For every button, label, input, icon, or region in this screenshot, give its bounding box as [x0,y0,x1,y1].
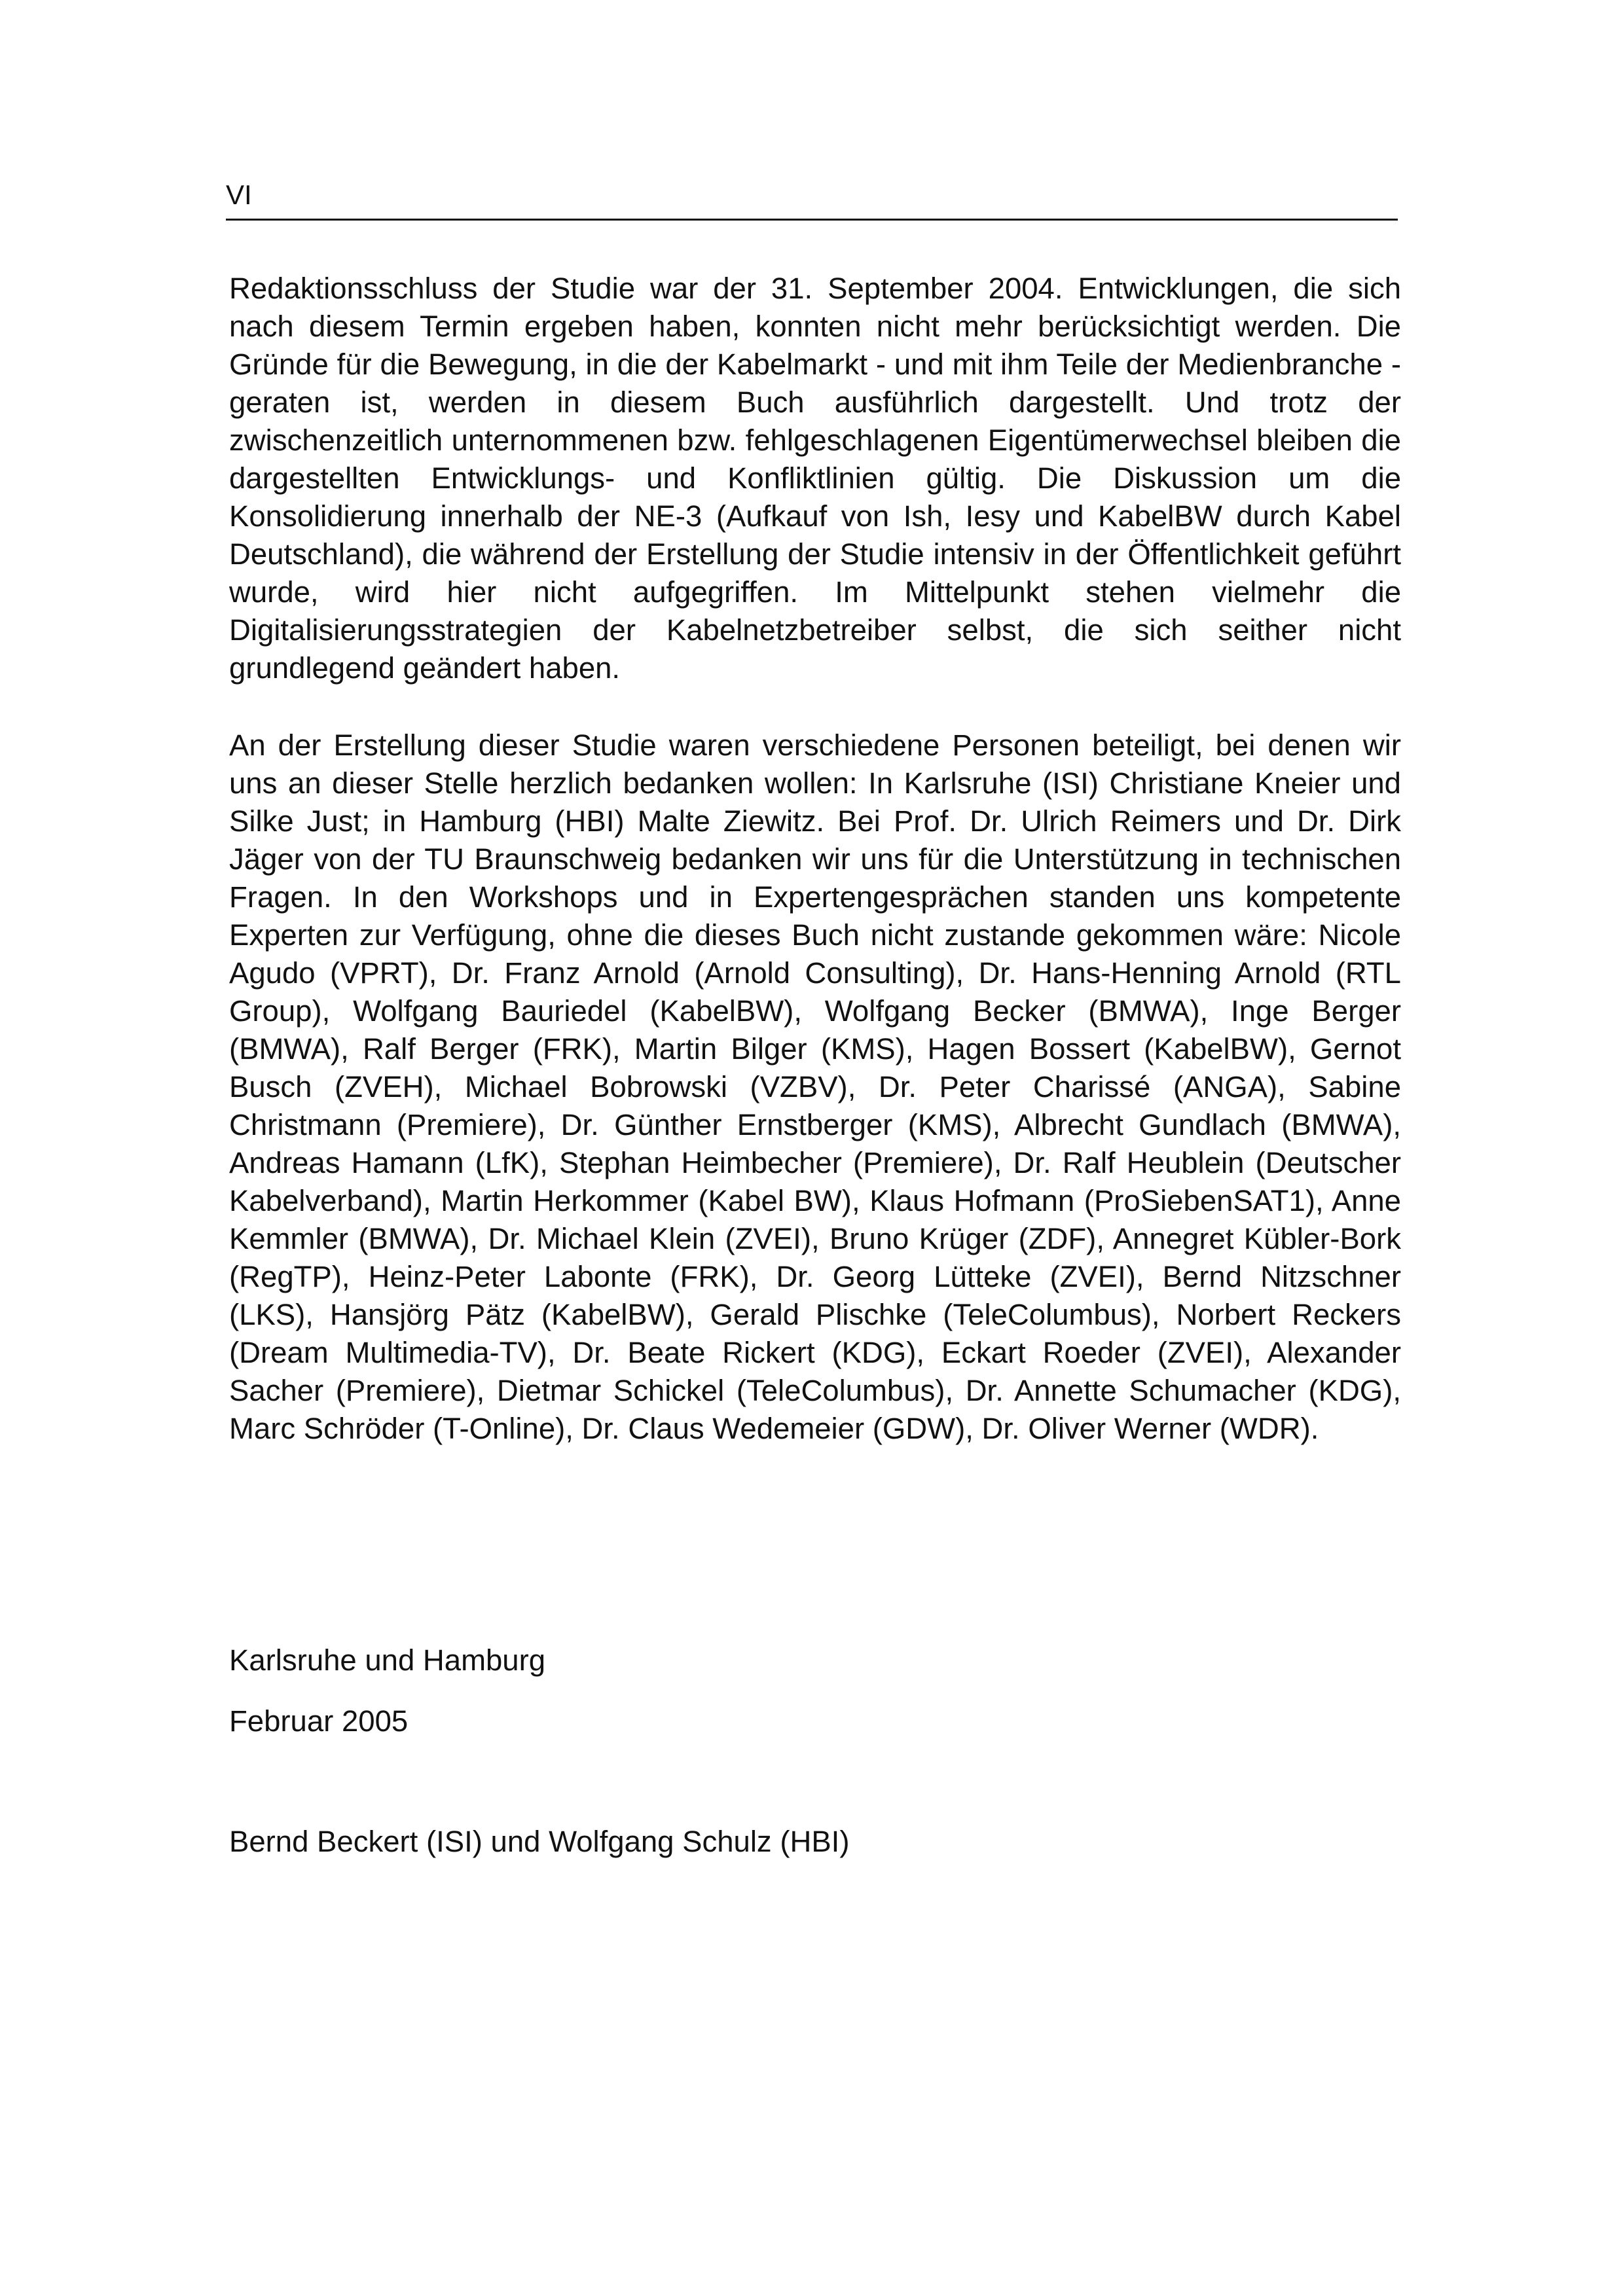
paragraph-editorial-deadline: Redaktionsschluss der Studie war der 31. September 2004. Entwicklungen, die sich nach diesem Termin ergeben haben, konnten nicht mehr berücksichtigt werden. Die Gründe für die Bewegung, in die der Kabelmarkt - und mit ihm Teile der Medienbranche - geraten ist, werden in diesem Buch ausführlich dargestellt. Und trotz der zwischenzeitlich unternommenen bzw. fehlgeschlagenen Eigentümerwechsel bleiben die dargestellten Entwicklungs- und Konfliktlinien gültig. Die Diskussion um die Konsolidierung innerhalb der NE-3 (Aufkauf von Ish, Iesy und KabelBW durch Kabel Deutschland), die während der Erstellung der Studie intensiv in der Öffentlichkeit geführt wurde, wird hier nicht aufgegriffen. Im Mittelpunkt stehen vielmehr die Digitalisierungsstrategien der Kabelnetzbetreiber selbst, die sich seither nicht grundlegend geändert haben. [229,272,1401,685]
running-header [226,175,1398,221]
closing-authors: Bernd Beckert (ISI) und Wolfgang Schulz (HBI) [229,1825,850,1858]
page-number: VI [226,179,252,210]
closing-place: Karlsruhe und Hamburg [229,1643,546,1677]
paragraph-acknowledgements: An der Erstellung dieser Studie waren verschiedene Personen beteiligt, bei denen wir uns an dieser Stelle herzlich bedanken wollen: In Karlsruhe (ISI) Christiane Kneier und Silke Just; in Hamburg (HBI) Malte Ziewitz. Bei Prof. Dr. Ulrich Reimers und Dr. Dirk Jäger von der TU Braunschweig bedanken wir uns für die Unterstützung in technischen Fragen. In den Workshops und in Expertengesprächen standen uns kompetente Experten zur Verfügung, ohne die dieses Buch nicht zustande gekommen wäre: Nicole Agudo (VPRT), Dr. Franz Arnold (Arnold Consulting), Dr. Hans-Henning Arnold (RTL Group), Wolfgang Bauriedel (KabelBW), Wolfgang Becker (BMWA), Inge Berger (BMWA), Ralf Berger (FRK), Martin Bilger (KMS), Hagen Bossert (KabelBW), Gernot Busch (ZVEH), Michael Bobrowski (VZBV), Dr. Peter Charissé (ANGA), Sabine Christmann (Premiere), Dr. Günther Ernstberger (KMS), Albrecht Gundlach (BMWA), Andreas Hamann (LfK), Stephan Heimbecher (Premiere), Dr. Ralf Heublein (Deutscher Kabelverband), Martin Herkommer (Kabel BW), Klaus Hofmann (ProSiebenSAT1), Anne Kemmler (BMWA), Dr. Michael Klein (ZVEI), Bruno Krüger (ZDF), Annegret Kübler-Bork (RegTP), Heinz-Peter Labonte (FRK), Dr. Georg Lütteke (ZVEI), Bernd Nitzschner (LKS), Hansjörg Pätz (KabelBW), Gerald Plischke (TeleColumbus), Norbert Reckers (Dream Multimedia-TV), Dr. Beate Rickert (KDG), Eckart Roeder (ZVEI), Alexander Sacher (Premiere), Dietmar Schickel (TeleColumbus), Dr. Annette Schumacher (KDG), Marc Schröder (T-Online), Dr. Claus Wedemeier (GDW), Dr. Oliver Werner (WDR). [229,728,1401,1445]
closing-date: Februar 2005 [229,1704,409,1738]
